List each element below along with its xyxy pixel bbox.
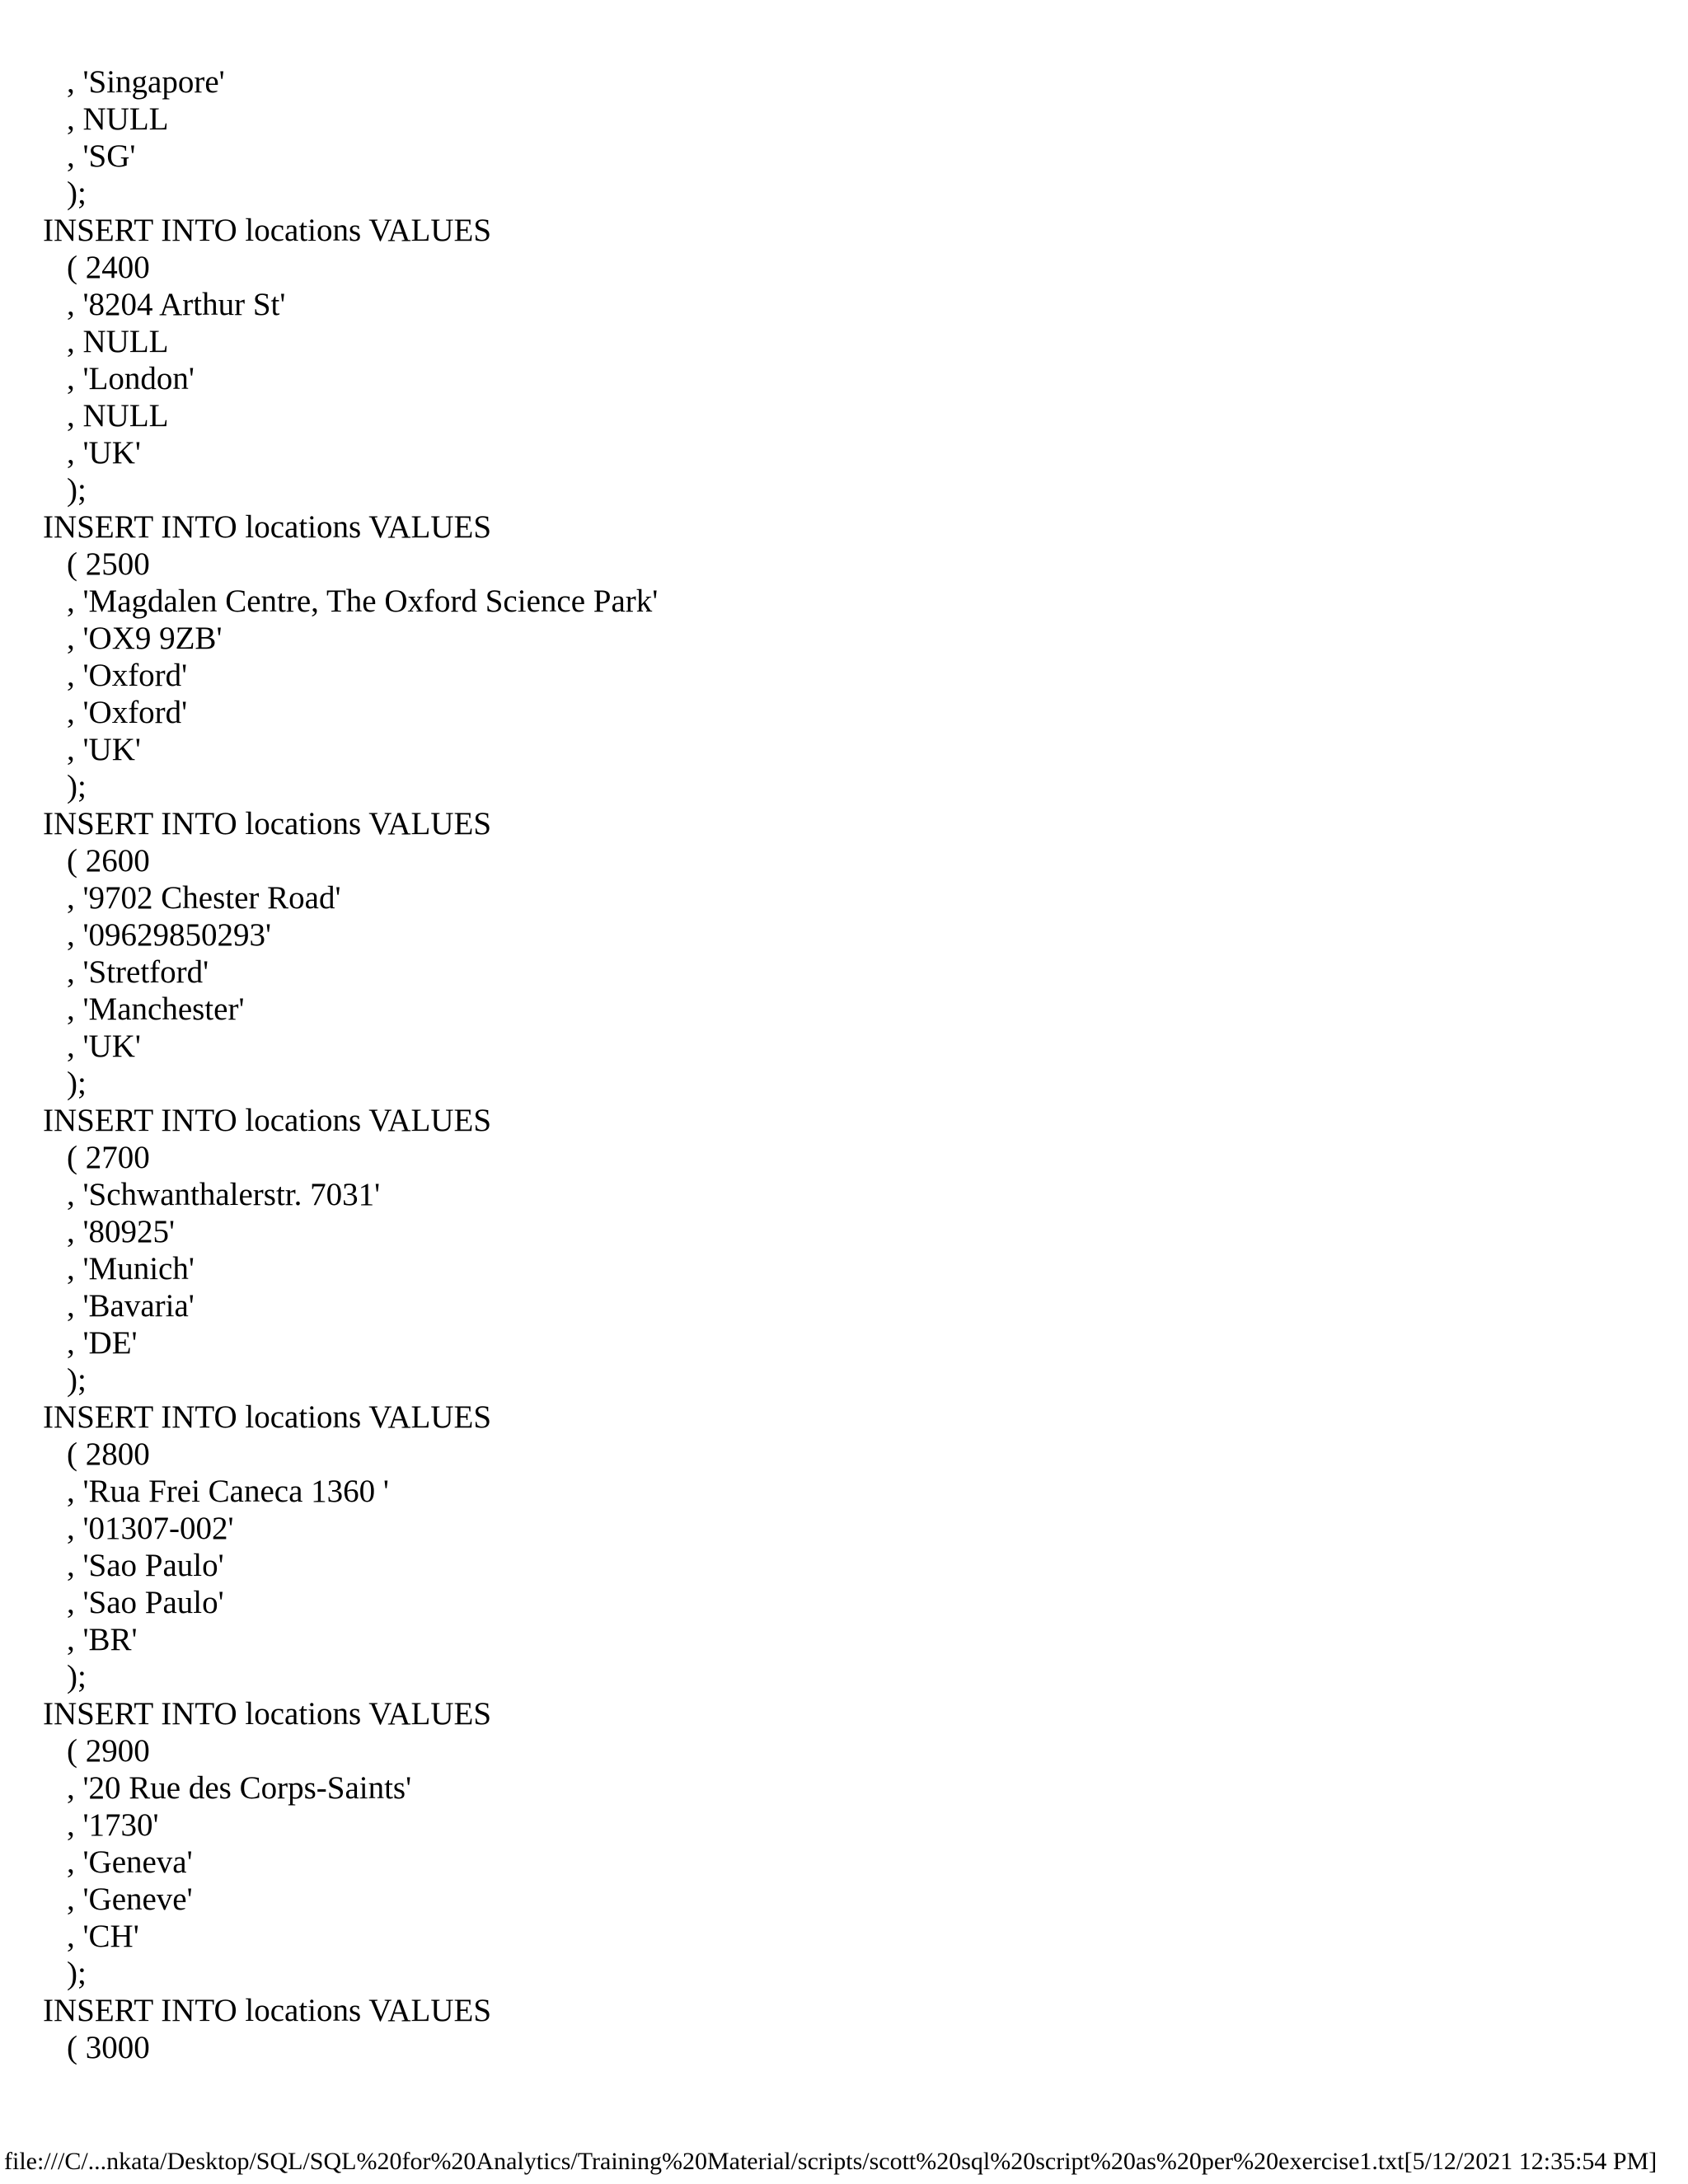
sql-value-line: , NULL — [67, 324, 169, 359]
sql-value-line: , '1730' — [67, 1807, 159, 1843]
sql-value-line: ); — [67, 176, 87, 211]
sql-script-text — [0, 63, 1688, 2066]
sql-value-line: , 'Singapore' — [67, 64, 225, 100]
sql-value-line: ); — [67, 1362, 87, 1398]
sql-value-line: , 'Oxford' — [67, 658, 188, 693]
sql-value-line: , 'Manchester' — [67, 991, 245, 1027]
sql-value-line: ); — [67, 1066, 87, 1101]
sql-value-line: , 'Stretford' — [67, 954, 209, 990]
sql-value-line: , 'Sao Paulo' — [67, 1585, 224, 1620]
sql-value-line: , 'UK' — [67, 1029, 141, 1064]
sql-value-line: , 'OX9 9ZB' — [67, 621, 223, 656]
sql-value-line: ( 2600 — [67, 843, 150, 879]
sql-value-line: ( 2500 — [67, 546, 150, 582]
sql-value-line: ( 2400 — [67, 250, 150, 285]
sql-statement-line: INSERT INTO locations VALUES — [43, 509, 492, 545]
sql-value-line: ( 3000 — [67, 2030, 150, 2065]
sql-statement-line: INSERT INTO locations VALUES — [43, 1696, 492, 1732]
sql-value-line: , 'Rua Frei Caneca 1360 ' — [67, 1474, 389, 1509]
sql-statement-line: INSERT INTO locations VALUES — [43, 1103, 492, 1138]
sql-value-line: , 'CH' — [67, 1919, 139, 1954]
sql-value-line: , 'Bavaria' — [67, 1288, 195, 1324]
sql-value-line: , '80925' — [67, 1214, 176, 1249]
sql-value-line: , 'BR' — [67, 1622, 138, 1657]
sql-value-line: , '01307-002' — [67, 1511, 234, 1546]
sql-value-line: ); — [67, 1956, 87, 1991]
sql-value-line: , 'Oxford' — [67, 695, 188, 730]
sql-value-line: , '09629850293' — [67, 917, 272, 953]
sql-value-line: ( 2700 — [67, 1140, 150, 1175]
sql-value-line: , 'Magdalen Centre, The Oxford Science Park' — [67, 583, 659, 619]
sql-value-line: , 'SG' — [67, 138, 136, 174]
sql-value-line: , 'Munich' — [67, 1251, 195, 1286]
sql-statement-line: INSERT INTO locations VALUES — [43, 806, 492, 841]
sql-statement-line: INSERT INTO locations VALUES — [43, 213, 492, 248]
sql-value-line: , NULL — [67, 398, 169, 434]
sql-statement-line: INSERT INTO locations VALUES — [43, 1993, 492, 2028]
sql-value-line: ( 2900 — [67, 1733, 150, 1769]
sql-value-line: , '9702 Chester Road' — [67, 880, 341, 916]
sql-value-line: , 'Geneva' — [67, 1844, 193, 1880]
sql-statement-line: INSERT INTO locations VALUES — [43, 1399, 492, 1435]
sql-value-line: ); — [67, 769, 87, 804]
sql-value-line: , 'London' — [67, 361, 195, 396]
sql-value-line: ( 2800 — [67, 1436, 150, 1472]
sql-value-line: , 'DE' — [67, 1325, 138, 1361]
sql-value-line: , 'Schwanthalerstr. 7031' — [67, 1177, 381, 1212]
sql-value-line: , NULL — [67, 101, 169, 137]
sql-value-line: , '20 Rue des Corps-Saints' — [67, 1770, 412, 1806]
sql-value-line: , 'Sao Paulo' — [67, 1548, 224, 1583]
sql-value-line: , '8204 Arthur St' — [67, 287, 286, 322]
sql-value-line: , 'UK' — [67, 435, 141, 471]
page-footer-file-path: file:///C/...nkata/Desktop/SQL/SQL%20for%20Analytics/Training%20Material/scripts/scott%20sql%20script%20as%20per%20exercise1.txt[5/12/2021 12:35:54 PM] — [4, 2148, 1658, 2175]
sql-value-line: ); — [67, 472, 87, 508]
sql-value-line: , 'UK' — [67, 732, 141, 767]
sql-value-line: , 'Geneve' — [67, 1882, 193, 1917]
sql-value-line: ); — [67, 1659, 87, 1694]
